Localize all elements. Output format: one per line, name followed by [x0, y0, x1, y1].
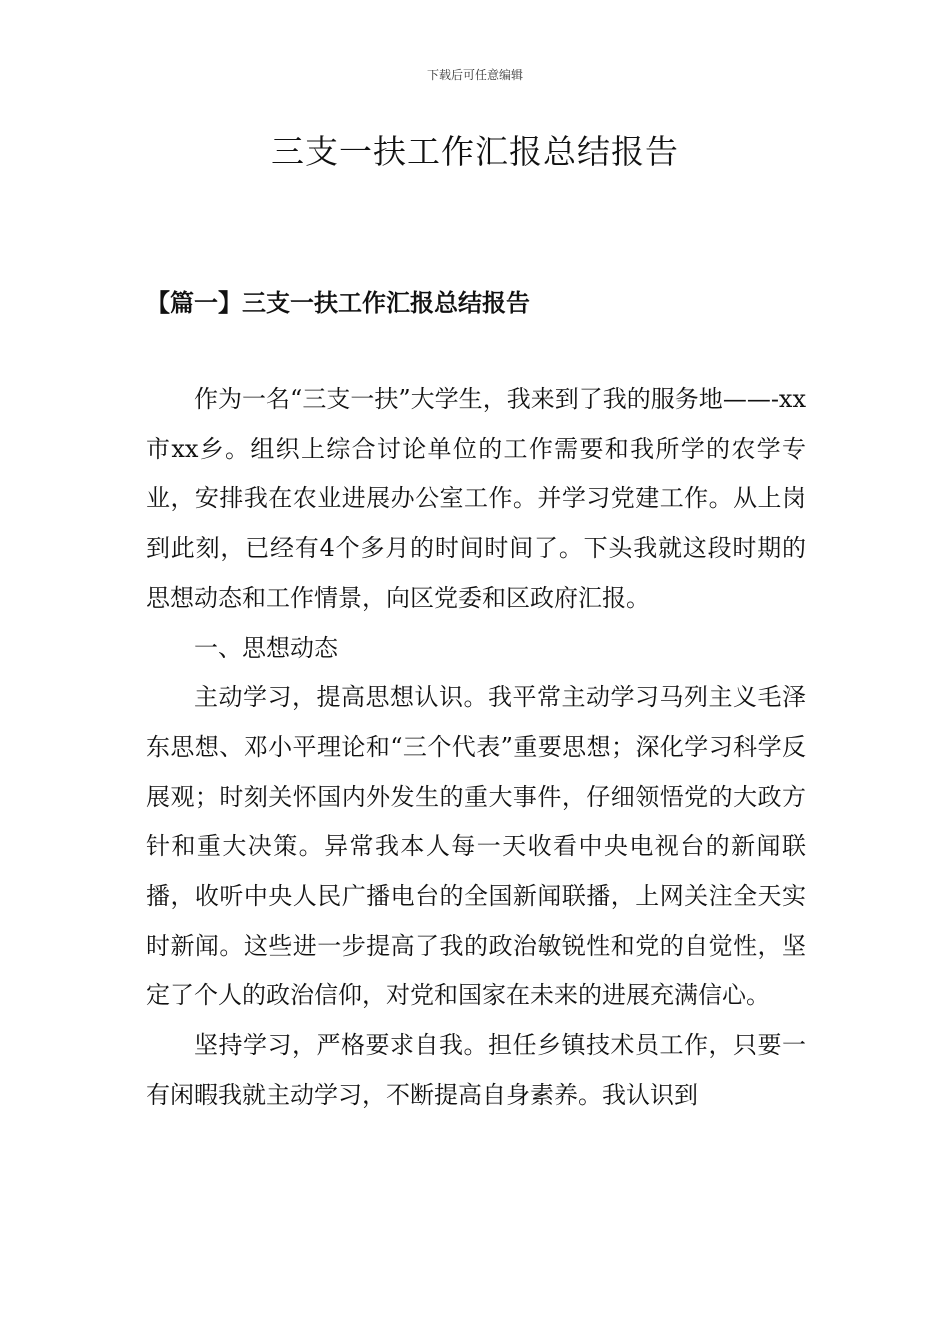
download-note: 下载后可任意编辑 — [426, 68, 523, 82]
document-body — [146, 375, 806, 1121]
paragraph-active-learning: 主动学习，提高思想认识。我平常主动学习马列主义毛泽东思想、邓小平理论和“三个代表”重要思想；深化学习科学反展观；时刻关怀国内外发生的重大事件，仔细领悟党的大政方针和重大决策。异常我本人每一天收看中央电视台的新闻联播，收听中央人民广播电台的全国新闻联播，上网关注全天实时新闻。这些进一步提高了我的政治敏锐性和党的自觉性，坚定了个人的政治信仰，对党和国家在未来的进展充满信心。 — [146, 683, 806, 1010]
paragraph-persist-learning: 坚持学习，严格要求自我。担任乡镇技术员工作，只要一有闲暇我就主动学习，不断提高自身素养。我认识到 — [146, 1031, 806, 1109]
section-heading: 【篇一】三支一扶工作汇报总结报告 — [146, 288, 530, 317]
subheading-thought-dynamics: 一、思想动态 — [194, 633, 338, 662]
paragraph-intro: 作为一名“三支一扶”大学生，我来到了我的服务地——-xx市xx乡。组织上综合讨论单位的工作需要和我所学的农学专业，安排我在农业进展办公室工作。并学习党建工作。从上岗到此刻，已经有4个多月的时间时间了。下头我就这段时期的思想动态和工作情景，向区党委和区政府汇报。 — [146, 385, 806, 612]
document-title: 三支一扶工作汇报总结报告 — [271, 132, 679, 171]
